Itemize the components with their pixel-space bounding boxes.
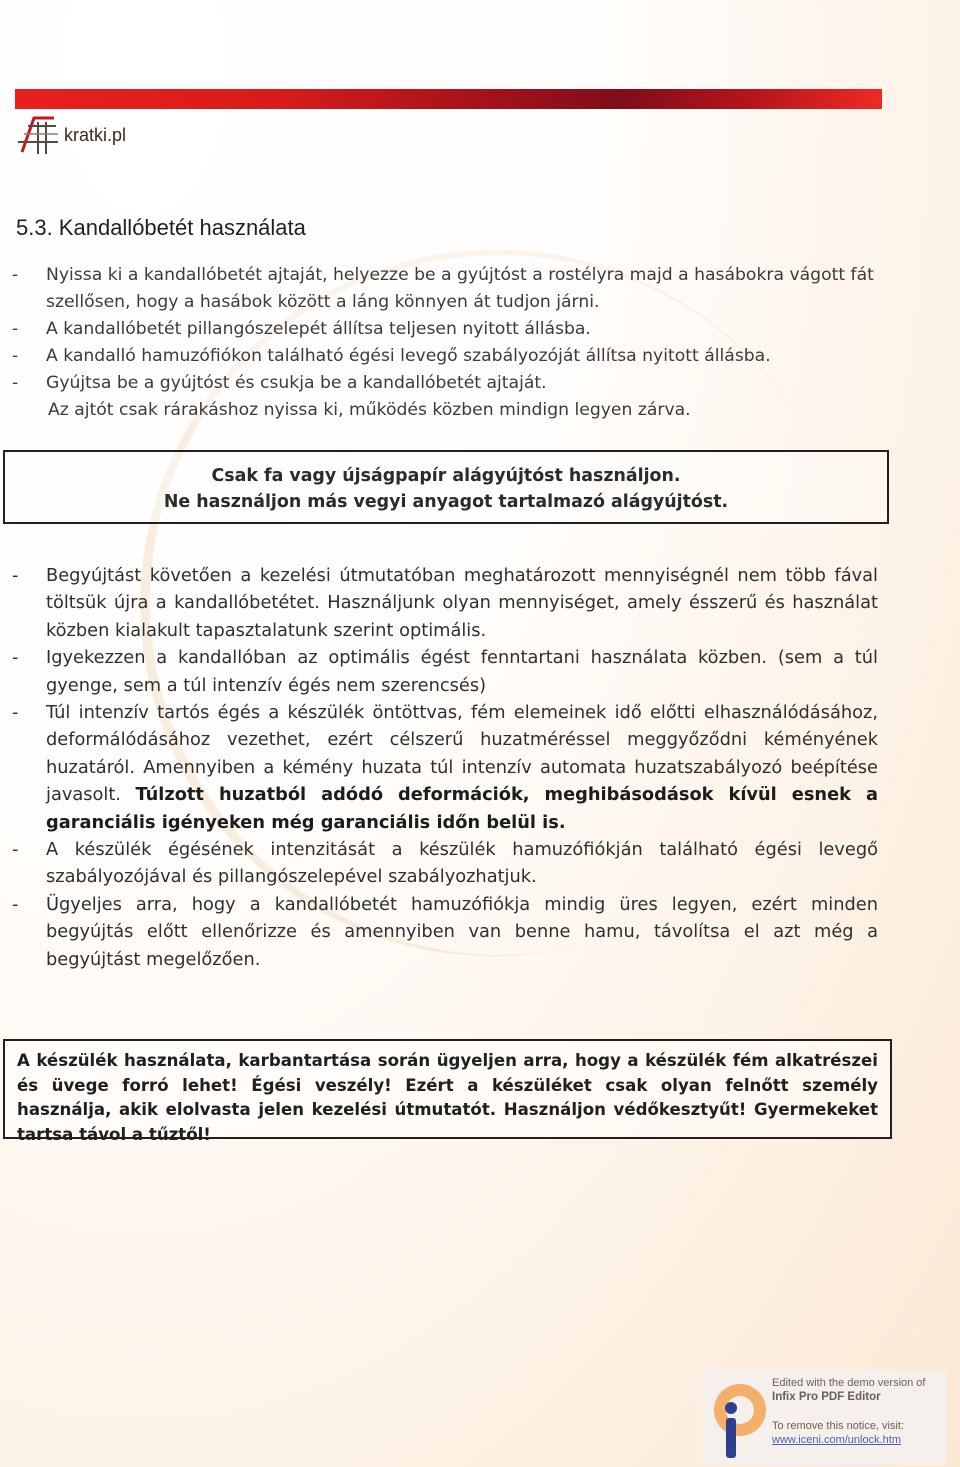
list-dash: - — [12, 319, 19, 339]
instruction-list — [12, 262, 892, 424]
list-item — [12, 316, 892, 343]
kratki-logo-icon — [14, 112, 62, 160]
list-item-text: A kandalló hamuzófiókon található égési levegő szabályozóját állítsa nyitott állásba. — [46, 346, 771, 366]
infix-logo-icon — [708, 1374, 768, 1462]
infix-line-2: Infix Pro PDF Editor — [772, 1391, 881, 1403]
list-dash: - — [12, 839, 19, 861]
list-dash: - — [12, 346, 19, 366]
infix-line-3: To remove this notice, visit: — [772, 1420, 905, 1432]
list-dash: - — [12, 565, 19, 586]
kindling-info-box — [3, 450, 889, 524]
list-dash: - — [12, 373, 19, 393]
list-item — [12, 891, 878, 973]
list-item — [12, 699, 878, 836]
header-red-bar — [15, 89, 882, 109]
list-item — [12, 370, 892, 397]
list-item-text: Igyekezzen a kandallóban az optimális égést fenntartani használata közben. (sem a túl gyenge, sem a túl intenzív égés nem szerencsés) — [46, 647, 878, 696]
logo-text: kratki.pl — [64, 125, 127, 145]
safety-warning-text: A készülék használata, karbantartása során ügyeljen arra, hogy a készülék fém alkatrészei és üvege forró lehet! Égési veszély! Ezért a készüléket csak olyan felnőtt személy használja, akik elolvasta jelen kezelési útmutatót. Használjon védőkesztyűt! Gyermekeket tartsa távol a tűztől! — [17, 1051, 878, 1144]
infix-demo-notice — [702, 1370, 946, 1465]
list-item-text: A készülék égésének intenzitását a készülék hamuzófiókján található égési levegő szabályozójával és pillangószelepével szabályozhatjuk. — [46, 839, 878, 888]
safety-warning-box — [3, 1039, 892, 1144]
list-item — [12, 262, 892, 316]
list-item-text: Begyújtást követően a kezelési útmutatóban meghatározott mennyiségnél nem több fával töltsük újra a kandallóbetétet. Használjunk olyan mennyiséget, amely ésszerű és használat közben kialakult tapasztalatunk szerint optimális. — [46, 565, 878, 641]
list-item — [12, 562, 878, 644]
list-item-text: A kandallóbetét pillangószelepét állítsa teljesen nyitott állásba. — [46, 319, 591, 339]
infix-unlock-link[interactable]: www.iceni.com/unlock.htm — [772, 1434, 901, 1446]
usage-list — [12, 562, 878, 973]
info-line-2: Ne használjon más vegyi anyagot tartalmazó alágyújtóst. — [163, 492, 729, 512]
list-item-text: Túl intenzív tartós égés a készülék öntöttvas, fém elemeinek idő előtti elhasználódásához, deformálódásához vezethet, ezért célszerű huzatméréssel meggyőződni kéményének huzatáról. Amennyiben a kémény huzata túl intenzív automata huzatszabályozó beépítése javasolt. — [46, 702, 878, 806]
list-dash: - — [12, 893, 19, 915]
list-item — [12, 836, 878, 891]
list-item-body — [46, 699, 878, 836]
list-item-text: Nyissa ki a kandallóbetét ajtaját, helyezze be a gyújtóst a rostélyra majd a hasábokra vágott fát szellősen, hogy a hasábok között a láng könnyen át tudjon járni. — [46, 265, 874, 312]
info-line-1: Csak fa vagy újságpapír alágyújtóst használjon. — [211, 466, 681, 486]
list-dash: - — [12, 265, 19, 285]
warranty-warning-text: Túlzott huzatból adódó deformációk, meghibásodások kívül esnek a garanciális igényeken még garanciális időn belül is. — [46, 784, 878, 833]
list-item — [12, 644, 878, 699]
door-note: Az ajtót csak rárakáshoz nyissa ki, működés közben mindign legyen zárva. — [48, 400, 691, 420]
list-item-text: Gyújtsa be a gyújtóst és csukja be a kandallóbetét ajtaját. — [46, 373, 547, 393]
section-title: 5.3. Kandallóbetét használata — [16, 215, 306, 240]
list-dash: - — [12, 647, 19, 669]
list-item-text: Ügyeljes arra, hogy a kandallóbetét hamuzófiókja mindig üres legyen, ezért minden begyújtás előtt ellenőrizze és amennyiben van benne hamu, távolítsa el azt még a begyújtást megelőzően. — [46, 893, 878, 970]
list-item — [12, 343, 892, 370]
list-dash: - — [12, 702, 19, 724]
infix-line-1: Edited with the demo version of — [772, 1377, 926, 1389]
